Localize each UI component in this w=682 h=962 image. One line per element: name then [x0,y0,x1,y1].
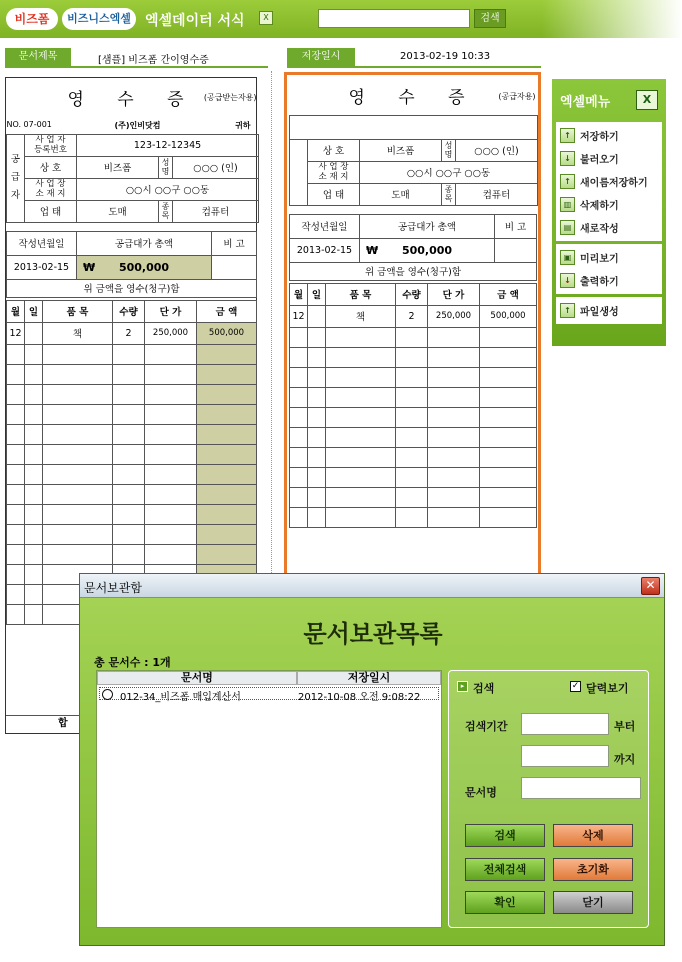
note-label: 비 고 [495,214,537,238]
date-to-input[interactable] [521,745,609,767]
save-as-icon: ↑ [560,174,575,189]
search-button[interactable]: 검색 [474,9,506,28]
search-input[interactable] [318,9,470,28]
col-day: 일 [308,283,326,305]
biz-label: 업 태 [25,200,77,222]
doc-title-label: 문서제목 [5,48,71,66]
search-all-button[interactable]: 전체검색 [465,858,545,881]
receipt-title: 영 수 증 [67,89,198,110]
col-month: 월 [290,283,308,305]
date-label: 작성년월일 [7,231,77,255]
document-count: 총 문서수 : 1개 [94,656,171,669]
menu-save[interactable]: ↑ 저장하기 [556,124,662,147]
search-section-label: 검색 [473,682,495,695]
date-value[interactable]: 2013-02-15 [290,238,360,262]
search-panel [448,670,649,928]
note-value[interactable] [212,255,257,279]
table-row[interactable] [7,424,257,444]
table-row[interactable]: 12 책 2 250,000 500,000 [7,322,257,344]
table-row[interactable] [290,487,537,507]
excel-menu [552,79,666,346]
rep-label: 성명 [442,139,456,161]
rep-value[interactable]: ○○○ (인) [173,156,259,178]
col-month: 월 [7,300,25,322]
menu-delete[interactable]: ▥ 삭제하기 [556,193,662,216]
table-row[interactable] [7,384,257,404]
sum-label: 합 [6,715,256,733]
print-icon: ↓ [560,273,575,288]
search-arrow-icon: ▸ [457,681,468,692]
name-label: 상 호 [25,156,77,178]
total-label: 공급대가 총액 [360,214,495,238]
receipt-supplier-copy[interactable] [284,72,541,582]
select-radio[interactable] [102,689,113,700]
calendar-label: 달력보기 [586,682,629,695]
trash-icon: ▥ [560,197,575,212]
total-value[interactable]: 500,000 [401,243,453,257]
date-label: 작성년월일 [290,214,360,238]
note-label: 비 고 [212,231,257,255]
col-saved-date[interactable]: 저장일시 [297,671,441,685]
table-row[interactable]: 12 책 2 250,000 500,000 [290,305,537,327]
statement: 위 금액을 영수(청구)함 [290,262,537,280]
col-amount: 금 액 [480,283,537,305]
reg-label: 사 업 자 등록번호 [25,134,77,156]
doc-name-label: 문서명 [465,786,497,799]
table-row[interactable] [7,444,257,464]
table-row[interactable] [7,364,257,384]
name-label: 상 호 [308,139,360,161]
currency-sign: ₩ [366,243,379,257]
menu-preview[interactable]: ▣ 미리보기 [556,246,662,269]
table-row[interactable] [290,427,537,447]
load-icon: ↓ [560,151,575,166]
to-label: 까지 [614,753,636,766]
currency-sign: ₩ [83,260,96,274]
col-item: 품 목 [43,300,113,322]
note-value[interactable] [495,238,537,262]
col-item: 품 목 [326,283,396,305]
addr-value[interactable]: ○○시 ○○구 ○○동 [360,161,538,183]
rep-value[interactable]: ○○○ (인) [456,139,538,161]
create-file-icon: ↑ [560,303,575,318]
copy-label: (공급자용) [498,92,536,101]
period-label: 검색기간 [465,720,508,733]
new-document-icon: ▤ [560,220,575,235]
date-from-input[interactable] [521,713,609,735]
recipient: (주)인비닷컴 [114,121,161,131]
table-row[interactable] [7,484,257,504]
saved-label: 저장일시 [287,48,355,66]
reg-value[interactable]: 123-12-12345 [77,134,259,156]
biz-label: 업 태 [308,183,360,205]
menu-new[interactable]: ▤ 새로작성 [556,216,662,239]
menu-load[interactable]: ↓ 불러오기 [556,147,662,170]
excel-icon: X [636,90,658,110]
list-item[interactable] [99,687,439,703]
table-row[interactable] [290,367,537,387]
list-item-name: 012-34_비즈폼 매입계산서 [120,692,241,703]
table-row[interactable] [290,467,537,487]
col-amount: 금 액 [197,300,257,322]
preview-icon: ▣ [560,250,575,265]
date-value[interactable]: 2013-02-15 [7,255,77,279]
calendar-checkbox[interactable]: ✓ [571,681,580,691]
item-value[interactable]: 컴퓨터 [173,200,259,222]
app-title: 엑셀데이터 서식 [145,13,245,29]
menu-create-file[interactable]: ↑ 파일생성 [556,299,662,322]
table-row[interactable] [290,507,537,527]
col-qty: 수량 [113,300,145,322]
table-row[interactable] [7,544,257,564]
document-list[interactable] [96,670,442,928]
table-row[interactable] [290,347,537,367]
addr-label: 사 업 장 소 재 지 [308,161,360,183]
copy-label: (공급받는자용) [203,93,257,102]
dialog-title-bar[interactable] [80,574,664,598]
delete-button[interactable]: 삭제 [553,824,633,847]
col-qty: 수량 [396,283,428,305]
ok-button[interactable]: 확인 [465,891,545,914]
biz-value[interactable]: 도매 [360,183,442,205]
addr-label: 사 업 장 소 재 지 [25,178,77,200]
table-row[interactable] [290,447,537,467]
table-row[interactable] [290,407,537,427]
top-bar [0,0,682,38]
item-label: 종목 [442,183,456,205]
from-label: 부터 [614,720,636,733]
total-label: 공급대가 총액 [77,231,212,255]
receipt-title: 영 수 증 [348,88,479,109]
statement: 위 금액을 영수(청구)함 [7,279,257,297]
dialog-heading: 문서보관목록 [303,620,443,648]
rep-label: 성명 [159,156,173,178]
menu-print[interactable]: ↓ 출력하기 [556,269,662,292]
dialog-title: 문서보관함 [84,581,142,595]
excel-menu-title: 엑셀메뉴 [560,95,611,110]
menu-save-as[interactable]: ↑ 새이름저장하기 [556,170,662,193]
excel-icon: X [259,11,273,25]
search-button[interactable]: 검색 [465,824,545,847]
document-storage-dialog [79,573,665,946]
col-day: 일 [25,300,43,322]
col-price: 단 가 [428,283,480,305]
col-doc-name[interactable]: 문서명 [97,671,297,685]
name-value[interactable]: 비즈폼 [360,139,442,161]
addr-value[interactable]: ○○시 ○○구 ○○동 [77,178,259,200]
name-value[interactable]: 비즈폼 [77,156,159,178]
table-row[interactable] [7,524,257,544]
supplier-label: 공 급 자 [7,134,25,222]
save-icon: ↑ [560,128,575,143]
honorific: 귀하 [235,121,251,131]
table-row[interactable] [290,327,537,347]
close-button[interactable]: 닫기 [553,891,633,914]
bizform-logo[interactable]: 비즈폼 [6,8,58,30]
reset-button[interactable]: 초기화 [553,858,633,881]
list-item-date: 2012-10-08 오전 9:08:22 [298,692,421,703]
table-row[interactable] [7,464,257,484]
item-label: 종목 [159,200,173,222]
doc-title: [샘플] 비즈폼 간이영수증 [98,55,209,66]
table-row[interactable] [7,344,257,364]
table-row[interactable] [7,504,257,524]
doc-name-input[interactable] [521,777,641,799]
close-icon[interactable]: ✕ [641,577,660,595]
table-row[interactable] [290,387,537,407]
biz-value[interactable]: 도매 [77,200,159,222]
item-value[interactable]: 컴퓨터 [456,183,538,205]
total-value[interactable]: 500,000 [118,260,170,274]
business-excel-logo[interactable]: 비즈니스엑셀 [62,8,136,30]
table-row[interactable] [7,404,257,424]
col-price: 단 가 [145,300,197,322]
saved-value: 2013-02-19 10:33 [400,51,491,62]
receipt-number: NO. 07-001 [6,120,52,130]
